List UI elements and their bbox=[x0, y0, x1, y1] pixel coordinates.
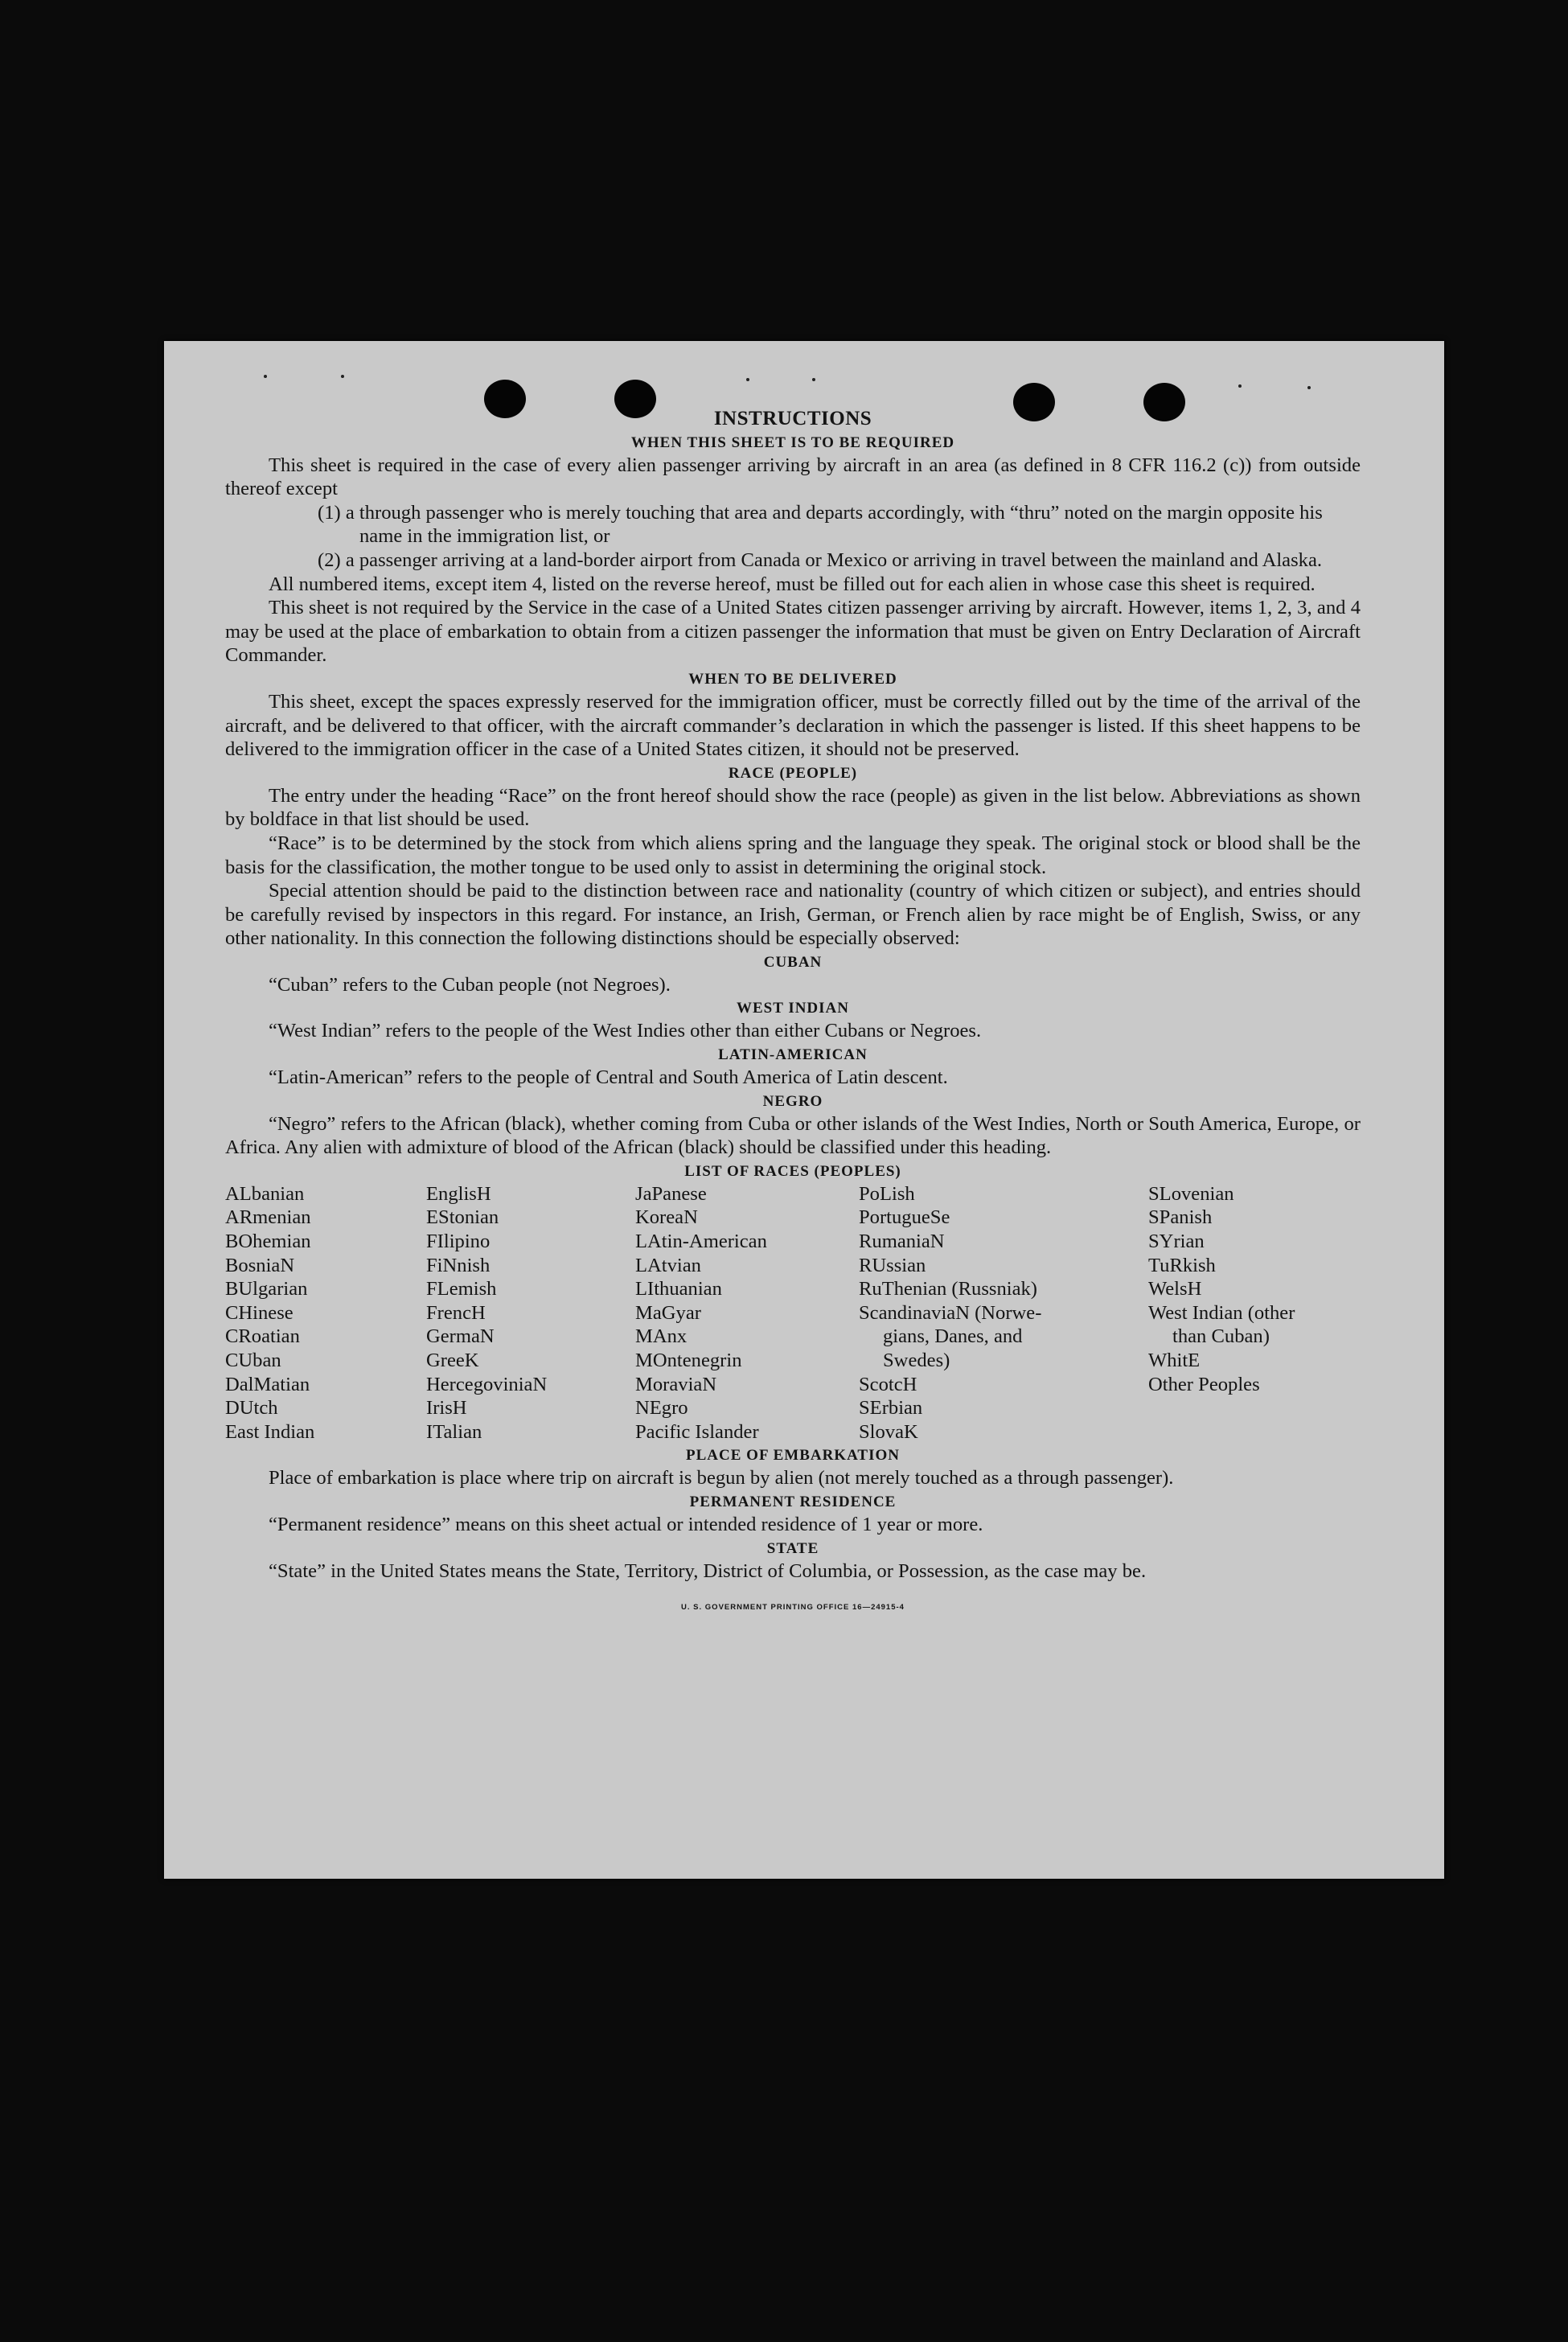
races-column bbox=[426, 1182, 635, 1444]
section-heading-races-list: LIST OF RACES (PEOPLES) bbox=[684, 1162, 901, 1180]
race-entry: LAtin-American bbox=[635, 1231, 767, 1253]
race-entry: ScotcH bbox=[859, 1373, 917, 1395]
race-entry: DUtch bbox=[225, 1397, 278, 1420]
race-entry: BosniaN bbox=[225, 1254, 295, 1276]
paragraph: “Latin-American” refers to the people of Central and South America of Latin descent. bbox=[269, 1066, 948, 1089]
race-entry: EnglisH bbox=[426, 1182, 491, 1205]
race-entry: MaGyar bbox=[635, 1301, 701, 1324]
race-entry: CRoatian bbox=[225, 1325, 300, 1348]
race-entry: DalMatian bbox=[225, 1373, 310, 1395]
section-heading-cuban: CUBAN bbox=[763, 953, 823, 971]
race-entry: gians, Danes, and bbox=[883, 1325, 1023, 1348]
instructions-content bbox=[225, 407, 1361, 1620]
race-entry: SYrian bbox=[1148, 1231, 1205, 1253]
paragraph: All numbered items, except item 4, listed on the reverse hereof, must be filled out for each alien in whose case this sheet is required. bbox=[269, 573, 1316, 595]
race-entry: Swedes) bbox=[883, 1350, 950, 1371]
race-entry: LIthuanian bbox=[635, 1278, 722, 1300]
speck bbox=[264, 375, 267, 378]
section-heading-embarkation: PLACE OF EMBARKATION bbox=[686, 1447, 900, 1465]
race-entry: WhitE bbox=[1148, 1350, 1201, 1371]
race-entry: EStonian bbox=[426, 1206, 499, 1229]
paragraph: This sheet, except the spaces expressly reserved for the immigration officer, must be correctly filled out by the time of the arrival of the aircraft, and be delivered to that officer, with the aircraft commander’s declaration in which the passenger is listed. If this sheet happens to be delivered to the immigration officer in the case of a United States citizen, it should not be preserved. bbox=[225, 690, 1361, 761]
race-entry: ARmenian bbox=[225, 1206, 311, 1229]
paragraph: This sheet is required in the case of every alien passenger arriving by aircraft in an area (as defined in 8 CFR 116.2 (c)) from outside thereof except bbox=[225, 454, 1361, 500]
race-entry: ITalian bbox=[426, 1420, 482, 1443]
speck bbox=[341, 375, 344, 378]
race-entry: Pacific Islander bbox=[635, 1420, 759, 1443]
race-entry: MAnx bbox=[635, 1325, 688, 1348]
race-entry: IrisH bbox=[426, 1397, 467, 1420]
race-entry: MOntenegrin bbox=[635, 1350, 742, 1371]
race-entry: PortugueSe bbox=[859, 1206, 950, 1229]
paragraph: “Cuban” refers to the Cuban people (not Negroes). bbox=[269, 973, 671, 996]
printer-imprint: U. S. GOVERNMENT PRINTING OFFICE 16—24915-4 bbox=[681, 1603, 905, 1613]
list-item: (1) a through passenger who is merely touching that area and departs accordingly, with “thru” noted on the margin opposite his name in the immigration list, or bbox=[318, 501, 1323, 548]
race-entry: RUssian bbox=[859, 1254, 926, 1276]
race-entry: CHinese bbox=[225, 1301, 293, 1324]
race-entry: SPanish bbox=[1148, 1206, 1213, 1229]
speck bbox=[1238, 384, 1242, 388]
race-entry: HercegoviniaN bbox=[426, 1373, 548, 1395]
paragraph: “Permanent residence” means on this sheet actual or intended residence of 1 year or more. bbox=[269, 1513, 983, 1535]
race-entry: JaPanese bbox=[635, 1182, 707, 1205]
race-entry: FLemish bbox=[426, 1278, 497, 1300]
races-column bbox=[635, 1182, 859, 1444]
section-heading-west-indian: WEST INDIAN bbox=[737, 1000, 849, 1017]
race-entry: TuRkish bbox=[1148, 1254, 1216, 1276]
section-heading-when-delivered: WHEN TO BE DELIVERED bbox=[688, 670, 897, 688]
section-heading-negro: NEGRO bbox=[762, 1092, 823, 1110]
race-entry: FiNnish bbox=[426, 1254, 491, 1276]
paragraph: This sheet is not required by the Service in the case of a United States citizen passenger arriving by aircraft. However, items 1, 2, 3, and 4 may be used at the place of embarkation to obtain from a citizen passenger the information that must be given on Entry Declaration of Aircraft Commander. bbox=[225, 597, 1361, 667]
section-heading-latin-american: LATIN-AMERICAN bbox=[718, 1046, 868, 1064]
race-entry: FIlipino bbox=[426, 1231, 491, 1253]
paragraph: “Race” is to be determined by the stock from which aliens spring and the language they speak. The original stock or blood shall be the basis for the classification, the mother tongue to be used only to assist in determining the original stock. bbox=[225, 832, 1361, 878]
paragraph: “State” in the United States means the State, Territory, District of Columbia, or Possession, as the case may be. bbox=[269, 1559, 1147, 1582]
races-column bbox=[225, 1182, 426, 1444]
race-entry: NEgro bbox=[635, 1397, 688, 1420]
section-heading-residence: PERMANENT RESIDENCE bbox=[689, 1493, 897, 1510]
race-entry: FrencH bbox=[426, 1301, 486, 1324]
race-entry: BUlgarian bbox=[225, 1278, 308, 1300]
race-entry: West Indian (other bbox=[1148, 1301, 1295, 1324]
paragraph: The entry under the heading “Race” on the front hereof should show the race (people) as given in the list below. Abbreviations as shown by boldface in that list should be used. bbox=[225, 784, 1361, 831]
paragraph: Special attention should be paid to the distinction between race and nationality (country of which citizen or subject), and entries should be carefully revised by inspectors in this regard. For instance, an Irish, German, or French alien by race might be of English, Swiss, or any other nationality. In this connection the following distinctions should be especially observed: bbox=[225, 880, 1361, 950]
race-entry: LAtvian bbox=[635, 1254, 701, 1276]
speck bbox=[746, 378, 749, 381]
section-heading-when-required: WHEN THIS SHEET IS TO BE REQUIRED bbox=[630, 433, 955, 451]
race-entry: East Indian bbox=[225, 1420, 315, 1443]
race-entry: CUban bbox=[225, 1350, 281, 1371]
race-entry: than Cuban) bbox=[1172, 1325, 1270, 1348]
race-entry: SlovaK bbox=[859, 1420, 918, 1443]
race-entry: SErbian bbox=[859, 1397, 923, 1420]
race-entry: KoreaN bbox=[635, 1206, 698, 1229]
speck bbox=[812, 378, 815, 381]
speck bbox=[1307, 386, 1311, 389]
race-entry: PoLish bbox=[859, 1182, 915, 1205]
races-list bbox=[225, 1182, 1361, 1444]
races-column bbox=[859, 1182, 1148, 1444]
race-entry: MoraviaN bbox=[635, 1373, 717, 1395]
race-entry: Other Peoples bbox=[1148, 1373, 1260, 1395]
document-sheet bbox=[164, 341, 1444, 1879]
paragraph: Place of embarkation is place where trip on aircraft is begun by alien (not merely touched as a through passenger). bbox=[269, 1467, 1174, 1489]
race-entry: SLovenian bbox=[1148, 1182, 1234, 1205]
list-item: (2) a passenger arriving at a land-border airport from Canada or Mexico or arriving in travel between the mainland and Alaska. bbox=[318, 549, 1323, 571]
section-heading-race: RACE (PEOPLE) bbox=[728, 764, 858, 782]
race-entry: BOhemian bbox=[225, 1231, 311, 1253]
races-column bbox=[1148, 1182, 1361, 1444]
race-entry: ALbanian bbox=[225, 1182, 305, 1205]
race-entry: WelsH bbox=[1148, 1278, 1202, 1300]
race-entry: GreeK bbox=[426, 1350, 479, 1371]
paragraph: “Negro” refers to the African (black), whether coming from Cuba or other islands of the West Indies, North or South America, Europe, or Africa. Any alien with admixture of blood of the African (black) should be classified under this heading. bbox=[225, 1112, 1361, 1159]
race-entry: RumaniaN bbox=[859, 1231, 945, 1253]
section-heading-state: STATE bbox=[766, 1539, 819, 1557]
paragraph: “West Indian” refers to the people of the West Indies other than either Cubans or Negroes. bbox=[269, 1020, 982, 1042]
race-entry: GermaN bbox=[426, 1325, 495, 1348]
race-entry: ScandinaviaN (Norwe- bbox=[859, 1301, 1042, 1324]
page-title: INSTRUCTIONS bbox=[713, 408, 872, 429]
race-entry: RuThenian (Russniak) bbox=[859, 1278, 1037, 1300]
